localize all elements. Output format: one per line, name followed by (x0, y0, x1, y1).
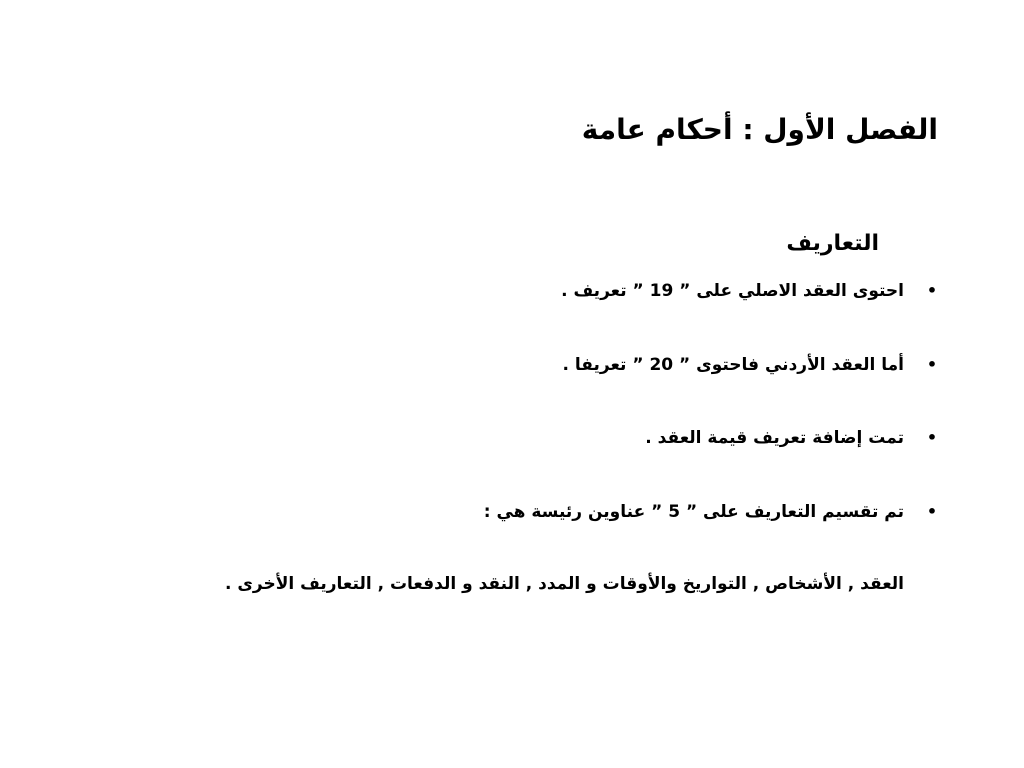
section-subtitle: التعاريف (786, 231, 879, 256)
bullet-text: احتوى العقد الاصلي على ” 19 ” تعريف . (561, 281, 904, 301)
slide-title: الفصل الأول : أحكام عامة (581, 113, 938, 146)
list-item (180, 423, 940, 453)
list-item (180, 497, 940, 527)
categories-line: العقد , الأشخاص , التواريخ والأوقات و المدد , النقد و الدفعات , التعاريف الأخرى . (224, 574, 904, 594)
bullet-icon: • (926, 355, 938, 374)
bullet-icon: • (926, 428, 938, 447)
bullet-text: تم تقسيم التعاريف على ” 5 ” عناوين رئيسة هي : (483, 502, 904, 522)
bullet-text: تمت إضافة تعريف قيمة العقد . (645, 428, 904, 448)
list-item (180, 350, 940, 380)
bullet-text: أما العقد الأردني فاحتوى ” 20 ” تعريفا . (562, 355, 904, 375)
bullet-icon: • (926, 502, 938, 521)
list-item (180, 276, 940, 306)
bullet-icon: • (926, 281, 938, 300)
